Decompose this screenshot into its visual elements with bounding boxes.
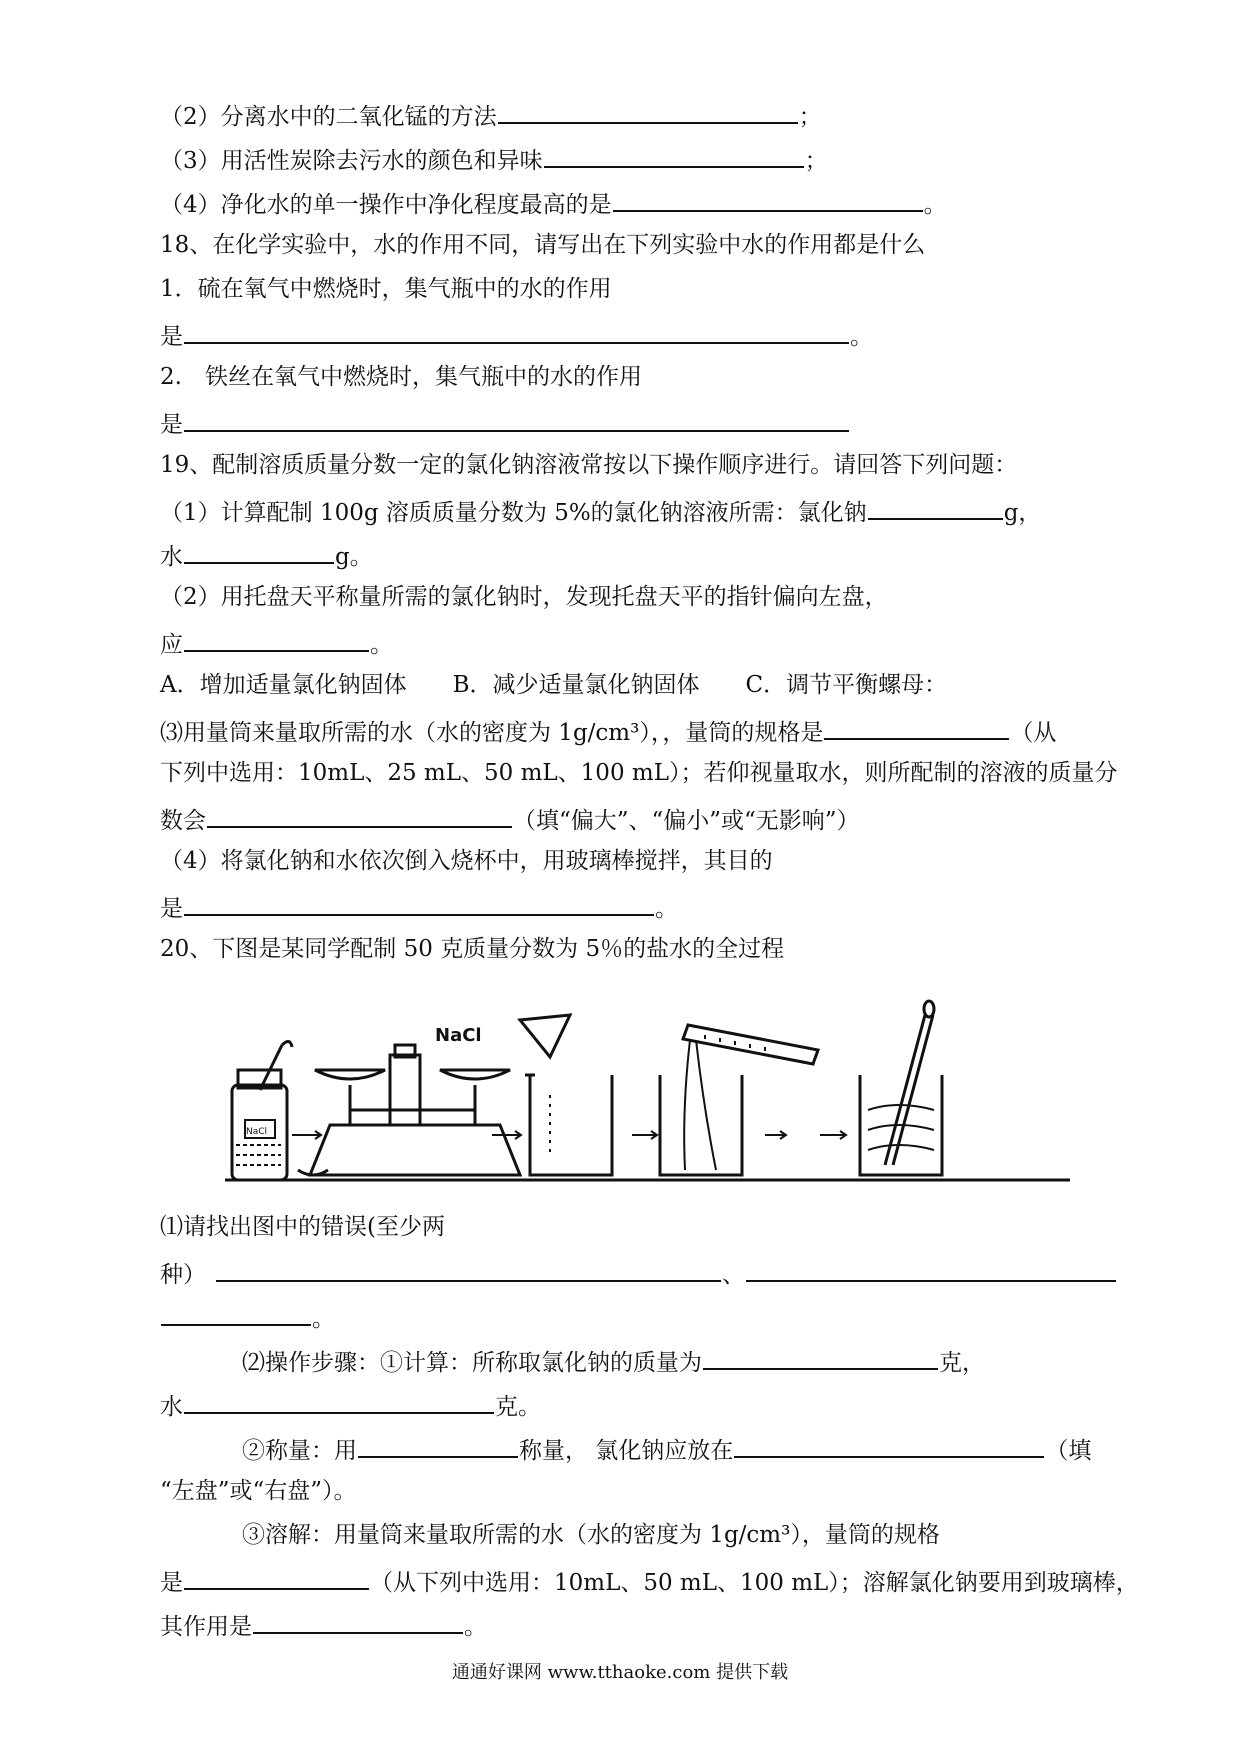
q19-part-3c: 数会 （填“偏大”、“偏小”或“无影响”） [160,802,860,836]
q20-step-dissolve-answer: 是 （从下列中选用：10mL、50 mL、100 mL）；溶解氯化钠要用到玻璃棒， [160,1564,1139,1598]
answer-blank[interactable] [358,1432,518,1458]
answer-blank[interactable] [253,1608,463,1634]
answer-blank[interactable] [184,1388,494,1414]
page-footer: 通通好课网 www.tthaoke.com 提供下载 [451,1662,789,1683]
q20-errors: ⑴请找出图中的错误(至少两 [160,1214,445,1240]
answer-blank[interactable] [216,1256,721,1282]
q20-errors-answer: 种） 、 [160,1256,1117,1290]
balance-icon [310,1045,520,1175]
answer-blank[interactable] [184,538,334,564]
reagent-jar-icon [232,1041,292,1180]
q19-part-2-answer: 应 。 [160,626,393,660]
q20-step-dissolve: ③溶解：用量筒来量取所需的水（水的密度为 1g/cm³），量筒的规格 [242,1522,940,1548]
solution-preparation-figure [220,995,1080,1195]
q17-item-3: （3）用活性炭除去污水的颜色和异味 ； [160,142,828,176]
answer-blank[interactable] [868,494,1003,520]
q20-step-calc: ⑵操作步骤：①计算：所称取氯化钠的质量为 克， [242,1344,985,1378]
q20-step-dissolve-purpose: 其作用是 。 [160,1608,487,1642]
q19-part-3a: ⑶用量筒来量取所需的水（水的密度为 1g/cm³），，量筒的规格是 （从 [160,714,1056,748]
beaker-stirring-icon [860,1001,942,1175]
answer-blank[interactable] [161,1300,311,1326]
beaker-pouring-icon [660,1025,818,1175]
answer-blank[interactable] [613,186,923,212]
q19-part-4: （4）将氯化钠和水依次倒入烧杯中，用玻璃棒搅拌，其目的 [160,848,773,874]
q19-part-1b: 水 g。 [160,538,373,572]
q20-errors-answer-cont: 。 [160,1300,335,1334]
answer-blank[interactable] [734,1432,1044,1458]
answer-blank[interactable] [703,1344,938,1370]
nacl-label: NaCl [435,1025,482,1046]
q18-sub-2-answer: 是 [160,406,850,440]
answer-blank[interactable] [746,1256,1116,1282]
q20-step-calc-water: 水 克。 [160,1388,541,1422]
q17-item-2: （2）分离水中的二氧化锰的方法 ； [160,98,822,132]
q19-part-1a: （1）计算配制 100g 溶质质量分数为 5%的氯化钠溶液所需：氯化钠 g， [160,494,1041,528]
q20-step-weigh: ②称量：用 称量， 氯化钠应放在 （填 [242,1432,1091,1466]
q18-title: 18、在化学实验中，水的作用不同，请写出在下列实验中水的作用都是什么 [160,232,926,258]
answer-blank[interactable] [544,142,804,168]
answer-blank[interactable] [498,98,798,124]
jar-label: NaCl [246,1127,268,1137]
q19-part-2: （2）用托盘天平称量所需的氯化钠时，发现托盘天平的指针偏向左盘， [160,584,888,610]
beaker-funnel-icon [520,1015,612,1175]
q18-sub-1: 1．硫在氧气中燃烧时，集气瓶中的水的作用 [160,276,612,302]
q20-title: 20、下图是某同学配制 50 克质量分数为 5％的盐水的全过程 [160,936,785,962]
answer-blank[interactable] [184,406,849,432]
answer-blank[interactable] [184,318,849,344]
q19-options: A．增加适量氯化钠固体 B．减少适量氯化钠固体 C．调节平衡螺母： [160,672,948,698]
q17-item-4: （4）净化水的单一操作中净化程度最高的是 。 [160,186,947,220]
answer-blank[interactable] [184,626,369,652]
q19-title: 19、配制溶质质量分数一定的氯化钠溶液常按以下操作顺序进行。请回答下列问题： [160,452,1018,478]
q18-sub-2: 2. 铁丝在氧气中燃烧时，集气瓶中的水的作用 [160,364,642,390]
q19-part-3b: 下列中选用：10mL、25 mL、50 mL、100 mL）；若仰视量取水，则所配制的溶液的质量分 [160,760,1118,786]
q20-step-weigh-hint: “左盘”或“右盘”）。 [160,1478,357,1504]
answer-blank[interactable] [184,890,654,916]
answer-blank[interactable] [184,1564,369,1590]
answer-blank[interactable] [207,802,512,828]
answer-blank[interactable] [824,714,1009,740]
q18-sub-1-answer: 是 。 [160,318,873,352]
q19-part-4-answer: 是 。 [160,890,678,924]
